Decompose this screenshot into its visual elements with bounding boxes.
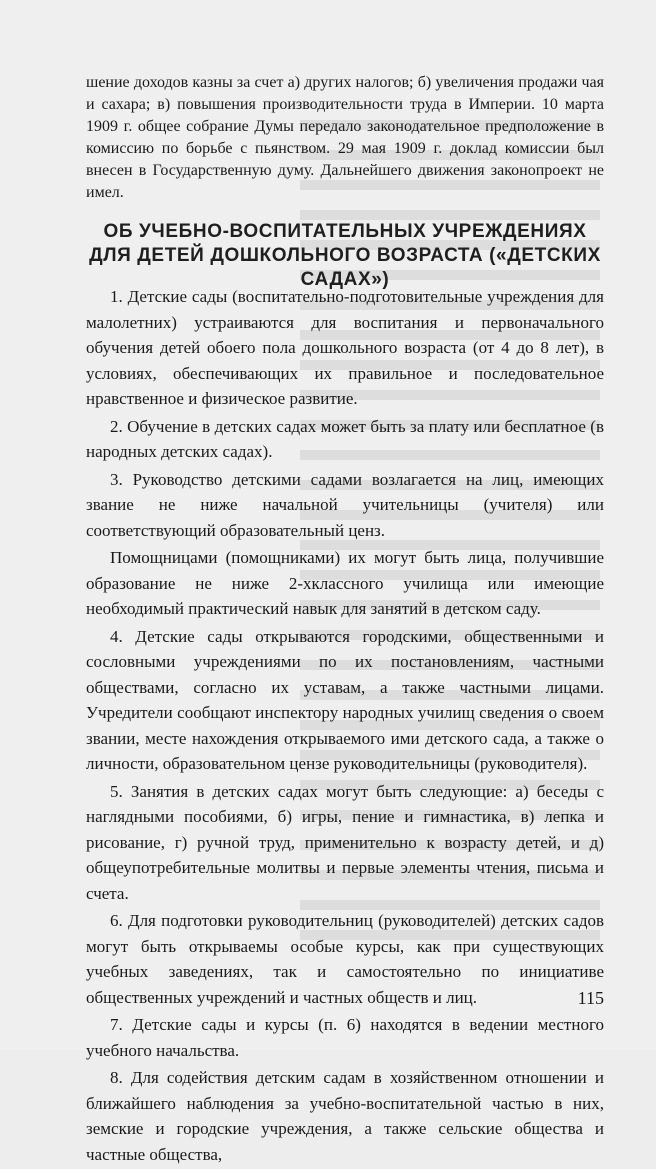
- paragraph-8: 8. Для содействия детским садам в хозяйственном отношении и ближайшего наблюдения за учебно-воспитательной частью в них, земские и городские учреждения, а также сельские общества и частные общества,: [86, 1068, 604, 1164]
- paragraph-2: 2. Обучение в детских садах может быть за плату или бесплатное (в народных детских садах).: [86, 416, 604, 461]
- document-body: [86, 284, 604, 1169]
- page-number: 115: [577, 988, 604, 1008]
- paragraph-3: 3. Руководство детскими садами возлагается на лиц, имеющих звание не ниже начальной учительницы (учителя) или соответствующий образовательный ценз.: [86, 469, 604, 540]
- paragraph-1: 1. Детские сады (воспитательно-подготовительные учреждения для малолетних) устраиваются для воспитания и первоначального обучения детей обоего пола дошкольного возраста (от 4 до 8 лет), в условиях, обеспечивающих их правильное и последовательное нравственное и физическое развитие.: [86, 287, 604, 408]
- intro-paragraph: шение доходов казны за счет а) других налогов; б) увеличения продажи чая и сахара; в) повышения производительности труда в Империи. 10 марта 1909 г. общее собрание Думы передало законодательное предположение в комиссию по борьбе с пьянством. 29 мая 1909 г. доклад комиссии был внесен в Государственную думу. Дальнейшего движения законопроект не имел.: [86, 74, 604, 201]
- paragraph-4: 4. Детские сады открываются городскими, общественными и сословными учреждениями по их постановлениям, частными обществами, согласно их уставам, а также частными лицами. Учредители сообщают инспектору народных училищ сведения о своем звании, месте нахождения открываемого ими детского сада, а также о личности, образовательном цензе руководительницы (руководителя).: [86, 626, 604, 773]
- paragraph-6: 6. Для подготовки руководительниц (руководителей) детских садов могут быть открываемы особые курсы, как при существующих учебных заведениях, так и самостоятельно по инициативе общественных учреждений и частных обществ и лиц.: [86, 911, 604, 1007]
- paragraph-5: 5. Занятия в детских садах могут быть следующие: а) беседы с наглядными пособиями, б) игры, пение и гимнастика, в) лепка и рисование, г) ручной труд, применительно к возрасту детей, и д) общеупотребительные молитвы и первые элементы чтения, письма и счета.: [86, 781, 604, 903]
- paragraph-7: 7. Детские сады и курсы (п. 6) находятся в ведении местного учебного начальства.: [86, 1015, 604, 1060]
- section-heading: ОБ УЧЕБНО-ВОСПИТАТЕЛЬНЫХ УЧРЕЖДЕНИЯХ ДЛЯ ДЕТЕЙ ДОШКОЛЬНОГО ВОЗРАСТА («ДЕТСКИХ САДАХ»): [89, 221, 601, 290]
- paragraph-3-continued: Помощницами (помощниками) их могут быть лица, получившие образование не ниже 2-хклассного училища или имеющие необходимый практический навык для занятий в детском саду.: [86, 548, 604, 618]
